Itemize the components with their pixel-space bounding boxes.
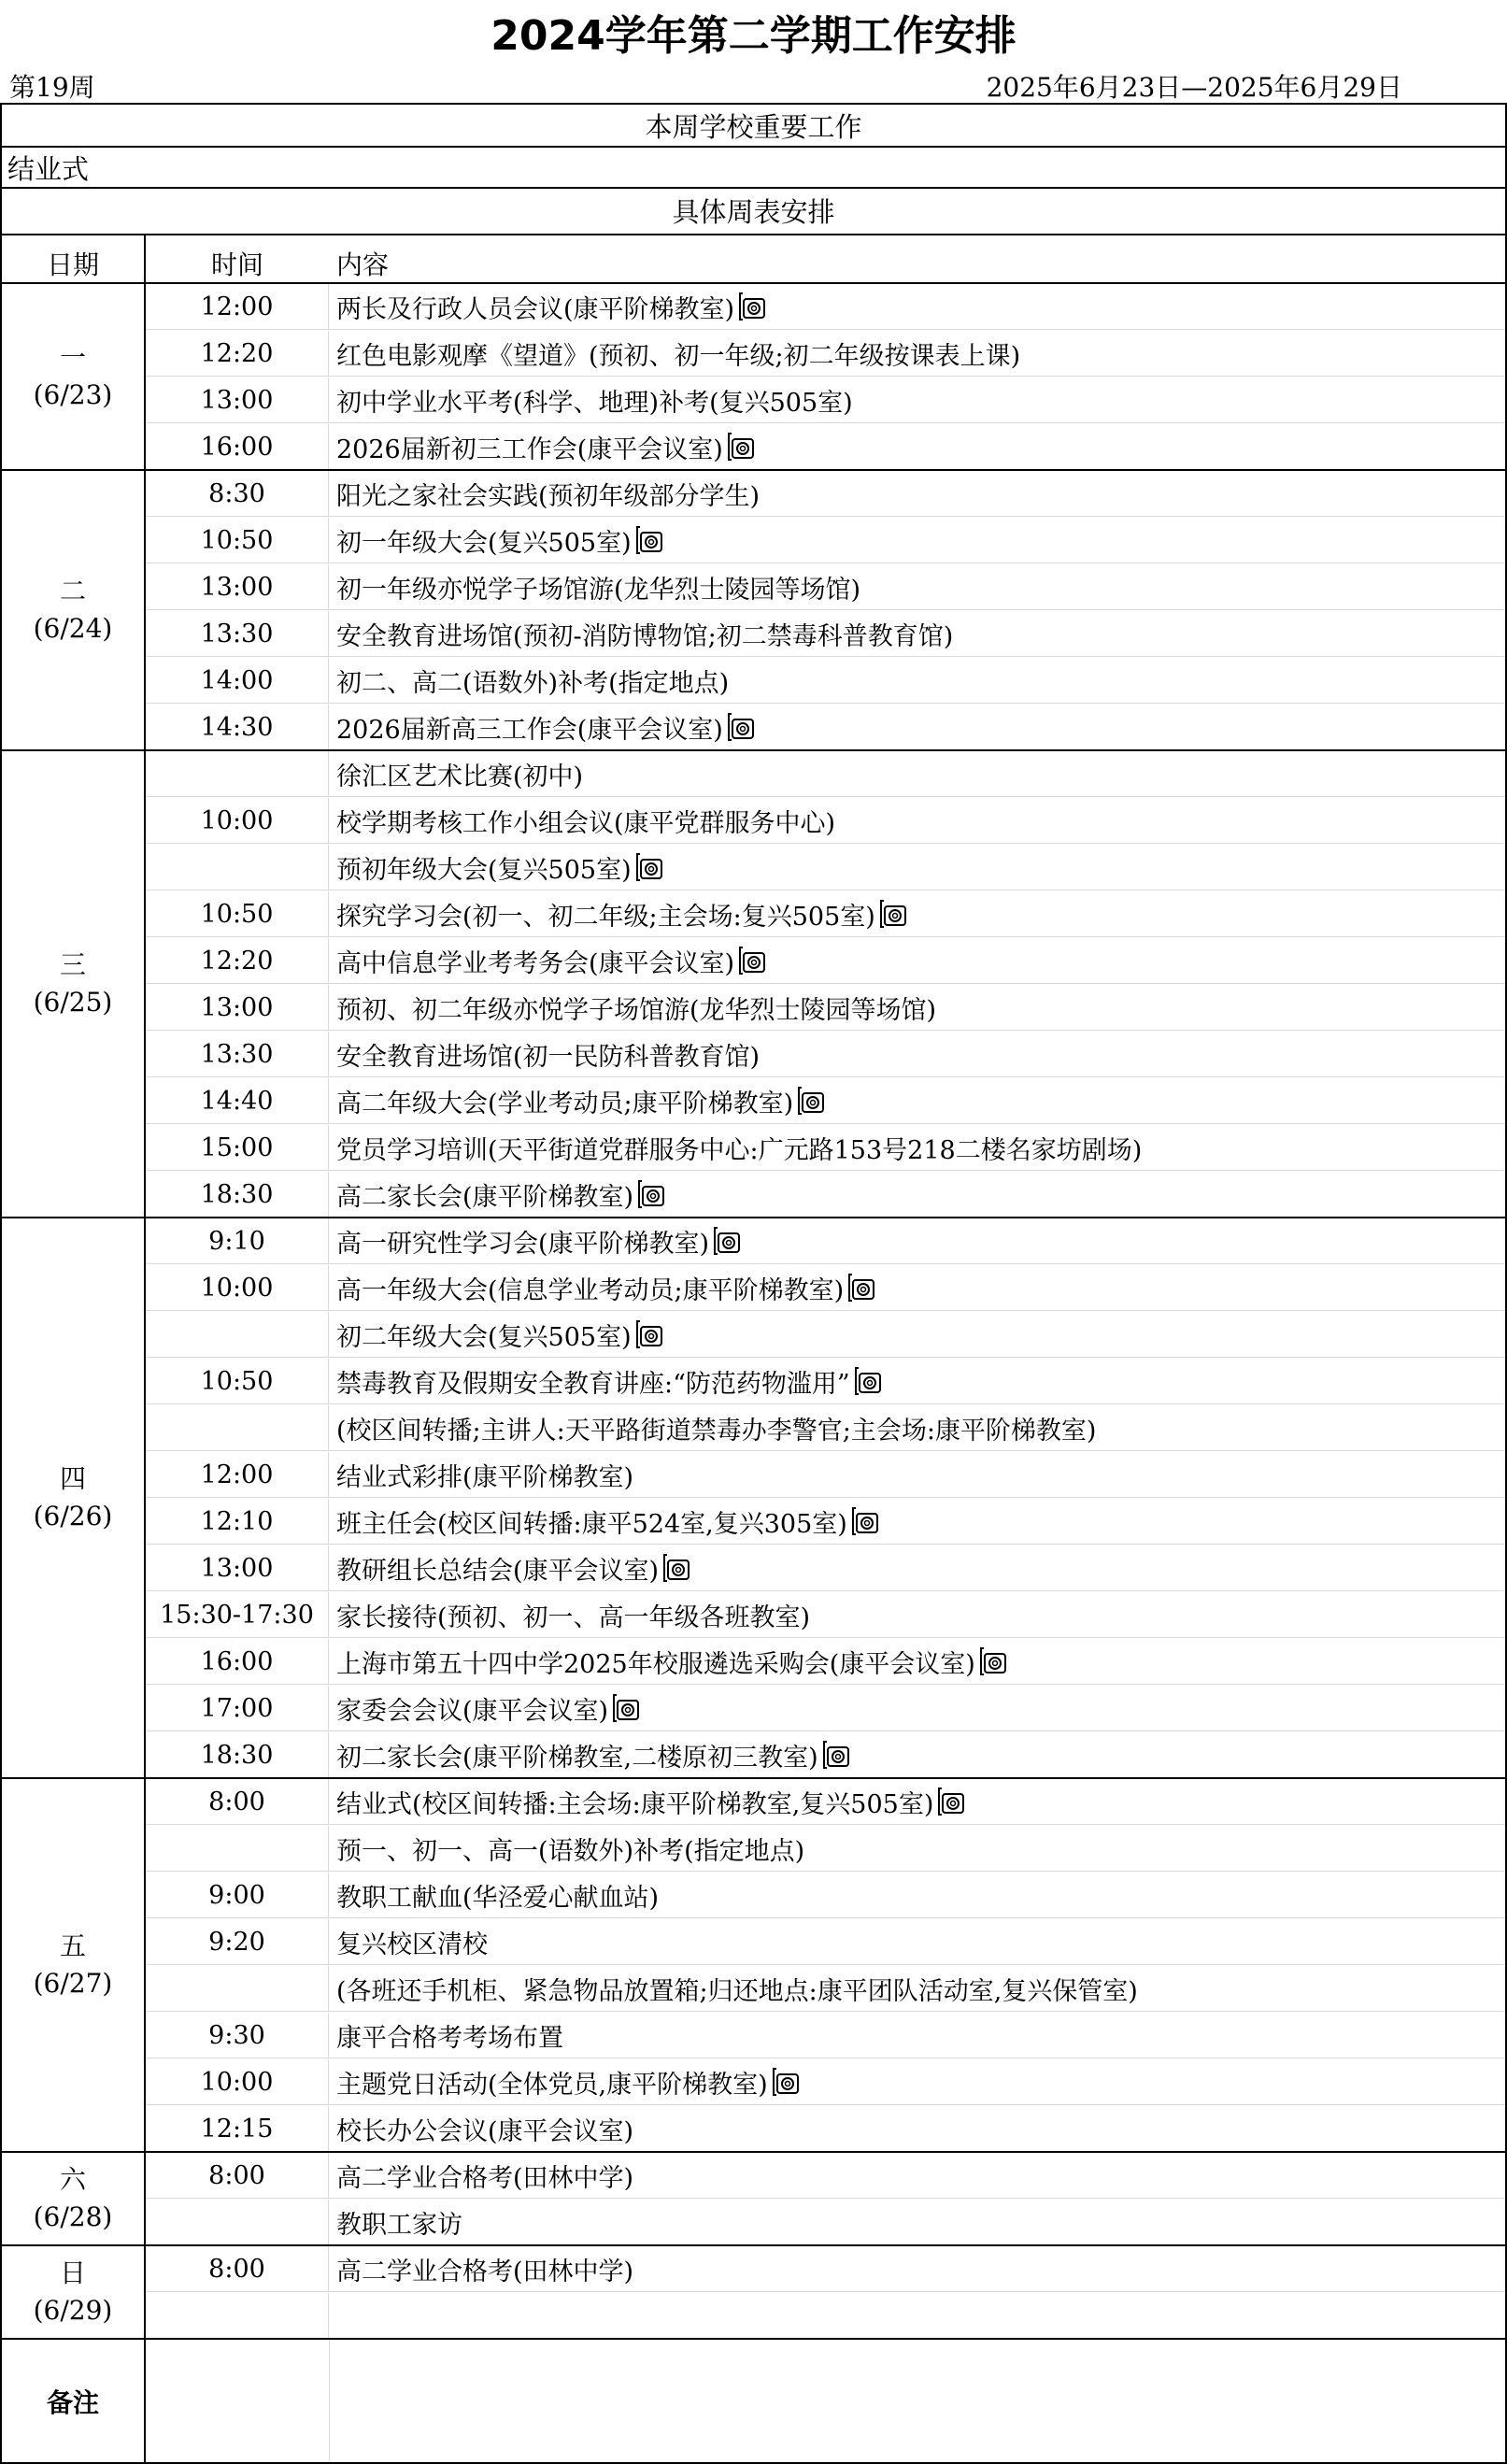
camera-icon bbox=[612, 1693, 640, 1723]
entry-time: 12:20 bbox=[146, 331, 329, 377]
entry-text: 教职工家访 bbox=[336, 2210, 462, 2240]
entry-text: (各班还手机柜、紧急物品放置箱;归还地点:康平团队活动室,复兴保管室) bbox=[336, 1976, 1138, 2006]
col-time: 时间 bbox=[211, 249, 264, 280]
entry-text: 结业式彩排(康平阶梯教室) bbox=[336, 1462, 634, 1492]
entry-text: 初一年级大会(复兴505室) bbox=[336, 528, 632, 558]
entry-time: 13:30 bbox=[146, 611, 329, 657]
camera-icon bbox=[797, 1086, 825, 1116]
camera-icon bbox=[738, 946, 766, 976]
day-block bbox=[0, 2244, 1507, 2338]
col-content: 内容 bbox=[336, 249, 390, 280]
entry-text: 初一年级亦悦学子场馆游(龙华烈士陵园等场馆) bbox=[336, 575, 861, 605]
entry-text: 班主任会(校区间转播:康平524室,复兴305室) bbox=[336, 1509, 847, 1539]
entry-content bbox=[329, 1312, 1507, 1358]
entry-time: 12:10 bbox=[146, 1499, 329, 1545]
entry-time: 10:50 bbox=[146, 1359, 329, 1404]
entry-text: 结业式(校区间转播:主会场:康平阶梯教室,复兴505室) bbox=[336, 1789, 934, 1819]
table-header bbox=[0, 234, 1507, 284]
schedule-row bbox=[146, 2059, 1507, 2106]
entry-content bbox=[329, 1545, 1507, 1591]
camera-icon bbox=[879, 899, 907, 929]
entry-text: 安全教育进场馆(预初-消防博物馆;初二禁毒科普教育馆) bbox=[336, 621, 954, 651]
entry-text: 高二年级大会(学业考动员;康平阶梯教室) bbox=[336, 1089, 794, 1118]
day-date: (6/24) bbox=[33, 613, 113, 644]
entry-text: 红色电影观摩《望道》(预初、初一年级;初二年级按课表上课) bbox=[336, 341, 1021, 371]
entry-time: 8:00 bbox=[146, 1779, 329, 1825]
entry-time: 10:00 bbox=[146, 798, 329, 844]
day-block bbox=[0, 1217, 1507, 1777]
entry-content bbox=[329, 1779, 1507, 1825]
entry-time: 14:30 bbox=[146, 705, 329, 750]
schedule-row bbox=[146, 1405, 1507, 1452]
entry-time: 16:00 bbox=[146, 424, 329, 470]
entry-content bbox=[329, 1686, 1507, 1731]
entry-content bbox=[329, 705, 1507, 750]
day-date: (6/26) bbox=[33, 1501, 113, 1531]
entry-content bbox=[329, 1966, 1507, 2012]
day-name: 三 bbox=[59, 949, 86, 980]
schedule-row bbox=[146, 798, 1507, 845]
day-label bbox=[0, 751, 146, 1217]
entry-content bbox=[329, 377, 1507, 423]
entry-text: 家长接待(预初、初一、高一年级各班教室) bbox=[336, 1602, 811, 1632]
schedule-row bbox=[146, 424, 1507, 471]
day-date: (6/28) bbox=[33, 2201, 113, 2232]
day-date: (6/29) bbox=[33, 2295, 113, 2326]
entry-content bbox=[329, 564, 1507, 610]
entry-content bbox=[329, 1452, 1507, 1498]
entry-text: 预初、初二年级亦悦学子场馆游(龙华烈士陵园等场馆) bbox=[336, 995, 937, 1025]
day-name: 六 bbox=[59, 2164, 86, 2195]
schedule-row bbox=[146, 1452, 1507, 1499]
entry-content bbox=[329, 1405, 1507, 1451]
schedule-row bbox=[146, 377, 1507, 424]
day-name: 四 bbox=[59, 1463, 86, 1494]
entry-content bbox=[329, 2293, 1507, 2339]
entry-content bbox=[329, 611, 1507, 657]
entry-content bbox=[329, 331, 1507, 377]
entry-content bbox=[329, 1639, 1507, 1685]
camera-icon bbox=[713, 1226, 741, 1256]
entry-time: 12:00 bbox=[146, 1452, 329, 1498]
entry-time: 13:00 bbox=[146, 564, 329, 610]
entry-text: 初中学业水平考(科学、地理)补考(复兴505室) bbox=[336, 388, 853, 418]
entry-text: 高一年级大会(信息学业考动员;康平阶梯教室) bbox=[336, 1275, 845, 1305]
schedule-row bbox=[146, 1032, 1507, 1078]
entry-time: 10:50 bbox=[146, 891, 329, 937]
entry-text: 党员学习培训(天平街道党群服务中心:广元路153号218二楼名家坊剧场) bbox=[336, 1135, 1143, 1165]
schedule-row bbox=[146, 518, 1507, 564]
remarks-label: 备注 bbox=[46, 2386, 99, 2418]
border-left bbox=[0, 103, 2, 2464]
entry-content bbox=[329, 424, 1507, 470]
entry-time: 15:00 bbox=[146, 1125, 329, 1171]
entry-content bbox=[329, 845, 1507, 890]
schedule-row bbox=[146, 705, 1507, 751]
entry-time: 18:30 bbox=[146, 1172, 329, 1218]
camera-icon bbox=[727, 432, 755, 462]
schedule-row bbox=[146, 2013, 1507, 2059]
schedule-row bbox=[146, 1172, 1507, 1218]
entry-text: 高二学业合格考(田林中学) bbox=[336, 2257, 634, 2286]
entry-text: 阳光之家社会实践(预初年级部分学生) bbox=[336, 481, 761, 511]
entry-content bbox=[329, 1032, 1507, 1077]
entry-content bbox=[329, 2106, 1507, 2152]
important-header: 本周学校重要工作 bbox=[645, 110, 862, 143]
entry-time: 12:00 bbox=[146, 284, 329, 330]
schedule-row bbox=[146, 2293, 1507, 2340]
entry-text: 探究学习会(初一、初二年级;主会场:复兴505室) bbox=[336, 902, 875, 932]
camera-icon bbox=[635, 1319, 663, 1349]
entry-text: 预一、初一、高一(语数外)补考(指定地点) bbox=[336, 1836, 805, 1866]
week-number: 第19周 bbox=[9, 72, 95, 103]
camera-icon bbox=[847, 1273, 875, 1303]
entry-time: 14:40 bbox=[146, 1078, 329, 1124]
entry-time: 15:30-17:30 bbox=[146, 1592, 329, 1638]
entry-time bbox=[146, 2293, 329, 2339]
day-date: (6/27) bbox=[33, 1968, 113, 1999]
entry-content bbox=[329, 2059, 1507, 2105]
entry-content bbox=[329, 891, 1507, 937]
schedule-row bbox=[146, 1078, 1507, 1125]
entry-time bbox=[146, 1405, 329, 1451]
camera-icon bbox=[637, 1179, 665, 1209]
schedule-row bbox=[146, 1919, 1507, 1966]
entry-content bbox=[329, 1172, 1507, 1218]
entry-content bbox=[329, 1592, 1507, 1638]
entry-time: 9:00 bbox=[146, 1873, 329, 1918]
entry-content bbox=[329, 1359, 1507, 1404]
entry-text: 禁毒教育及假期安全教育讲座:“防范药物滥用” bbox=[336, 1369, 850, 1399]
remarks-row bbox=[0, 2338, 1507, 2464]
schedule-row bbox=[146, 658, 1507, 705]
entry-text: 初二家长会(康平阶梯教室,二楼原初三教室) bbox=[336, 1743, 818, 1773]
page-title: 2024学年第二学期工作安排 bbox=[490, 12, 1017, 60]
entry-content bbox=[329, 1826, 1507, 1872]
camera-icon bbox=[979, 1646, 1007, 1676]
entry-time bbox=[146, 751, 329, 797]
entry-content bbox=[329, 284, 1507, 330]
entry-text: 徐汇区艺术比赛(初中) bbox=[336, 762, 584, 791]
camera-icon bbox=[822, 1740, 850, 1770]
entry-time: 10:00 bbox=[146, 1265, 329, 1311]
schedule-row bbox=[146, 751, 1507, 798]
schedule-row bbox=[146, 331, 1507, 377]
entry-text: 高中信息学业考考务会(康平会议室) bbox=[336, 948, 735, 978]
camera-icon bbox=[854, 1366, 882, 1396]
entry-time: 9:10 bbox=[146, 1218, 329, 1264]
entry-time: 16:00 bbox=[146, 1639, 329, 1685]
camera-icon bbox=[662, 1553, 690, 1583]
entry-text: 校学期考核工作小组会议(康平党群服务中心) bbox=[336, 808, 836, 838]
schedule-row bbox=[146, 284, 1507, 331]
schedule-row bbox=[146, 1265, 1507, 1312]
schedule-row bbox=[146, 1686, 1507, 1732]
camera-icon bbox=[851, 1506, 879, 1536]
entry-time: 8:30 bbox=[146, 471, 329, 517]
schedule-row bbox=[146, 938, 1507, 985]
entry-text: 复兴校区清校 bbox=[336, 1930, 488, 1959]
entry-time: 10:00 bbox=[146, 2059, 329, 2105]
day-name: 日 bbox=[59, 2257, 86, 2288]
schedule-row bbox=[146, 611, 1507, 658]
schedule-row bbox=[146, 891, 1507, 938]
col-day: 日期 bbox=[47, 249, 100, 280]
entry-time: 8:00 bbox=[146, 2153, 329, 2199]
day-name: 五 bbox=[59, 1930, 86, 1961]
entry-time: 18:30 bbox=[146, 1732, 329, 1778]
entry-time: 9:30 bbox=[146, 2013, 329, 2058]
day-label bbox=[0, 2153, 146, 2244]
day-label bbox=[0, 284, 146, 469]
camera-icon bbox=[635, 852, 663, 882]
schedule-row bbox=[146, 2106, 1507, 2153]
entry-text: 初二年级大会(复兴505室) bbox=[336, 1322, 632, 1352]
date-range: 2025年6月23日—2025年6月29日 bbox=[986, 72, 1402, 103]
entry-text: 家委会会议(康平会议室) bbox=[336, 1696, 609, 1726]
entry-time: 13:00 bbox=[146, 985, 329, 1031]
day-date: (6/25) bbox=[33, 987, 113, 1018]
entry-content bbox=[329, 1265, 1507, 1311]
entry-content bbox=[329, 751, 1507, 797]
entry-content bbox=[329, 1732, 1507, 1778]
entry-text: 教研组长总结会(康平会议室) bbox=[336, 1556, 660, 1586]
entry-content bbox=[329, 1873, 1507, 1918]
camera-icon bbox=[937, 1787, 965, 1816]
entry-text: 高二家长会(康平阶梯教室) bbox=[336, 1182, 634, 1212]
entry-time bbox=[146, 1826, 329, 1872]
entry-content bbox=[329, 985, 1507, 1031]
entry-text: 校长办公会议(康平会议室) bbox=[336, 2116, 634, 2146]
entry-content bbox=[329, 471, 1507, 517]
entry-time: 13:00 bbox=[146, 1545, 329, 1591]
day-label bbox=[0, 1218, 146, 1777]
schedule-row bbox=[146, 1125, 1507, 1172]
entry-time: 10:50 bbox=[146, 518, 329, 563]
entry-content bbox=[329, 1078, 1507, 1124]
entry-time: 8:00 bbox=[146, 2246, 329, 2292]
entry-content bbox=[329, 1499, 1507, 1545]
schedule-row bbox=[146, 1592, 1507, 1639]
day-name: 二 bbox=[59, 576, 86, 606]
entry-content bbox=[329, 1125, 1507, 1171]
schedule-row bbox=[146, 1218, 1507, 1265]
entry-text: 高一研究性学习会(康平阶梯教室) bbox=[336, 1229, 710, 1259]
entry-time: 9:20 bbox=[146, 1919, 329, 1965]
day-block bbox=[0, 282, 1507, 469]
schedule-row bbox=[146, 471, 1507, 518]
schedule-row bbox=[146, 2246, 1507, 2293]
schedule-row bbox=[146, 1639, 1507, 1686]
entry-time bbox=[146, 2200, 329, 2245]
schedule-row bbox=[146, 1732, 1507, 1779]
entry-content bbox=[329, 2200, 1507, 2245]
entry-time: 13:30 bbox=[146, 1032, 329, 1077]
day-column-rule bbox=[144, 234, 146, 2464]
entry-time: 12:15 bbox=[146, 2106, 329, 2152]
schedule-row bbox=[146, 1499, 1507, 1545]
day-date: (6/23) bbox=[33, 379, 113, 410]
day-name: 一 bbox=[59, 342, 86, 373]
schedule-row bbox=[146, 985, 1507, 1032]
schedule-row bbox=[146, 1826, 1507, 1873]
schedule-row bbox=[146, 1359, 1507, 1405]
day-label bbox=[0, 471, 146, 749]
entry-text: 上海市第五十四中学2025年校服遴选采购会(康平会议室) bbox=[336, 1649, 975, 1679]
entry-content bbox=[329, 2153, 1507, 2199]
entry-content bbox=[329, 798, 1507, 844]
entry-content bbox=[329, 938, 1507, 984]
entry-text: 高二学业合格考(田林中学) bbox=[336, 2163, 634, 2193]
important-work: 结业式 bbox=[7, 152, 90, 185]
entry-time bbox=[146, 1312, 329, 1358]
entry-content bbox=[329, 1919, 1507, 1965]
entry-text: 2026届新初三工作会(康平会议室) bbox=[336, 434, 723, 464]
entry-content bbox=[329, 2013, 1507, 2058]
entry-text: 康平合格考考场布置 bbox=[336, 2023, 563, 2053]
entry-text: 预初年级大会(复兴505室) bbox=[336, 855, 632, 885]
entry-text: 教职工献血(华泾爱心献血站) bbox=[336, 1883, 660, 1913]
schedule-row bbox=[146, 1312, 1507, 1359]
entry-content bbox=[329, 658, 1507, 704]
entry-text: (校区间转播;主讲人:天平路街道禁毒办李警官;主会场:康平阶梯教室) bbox=[336, 1416, 1097, 1446]
day-block bbox=[0, 749, 1507, 1217]
entry-time: 13:00 bbox=[146, 377, 329, 423]
schedule-row bbox=[146, 1545, 1507, 1592]
schedule-row bbox=[146, 1779, 1507, 1826]
entry-time: 17:00 bbox=[146, 1686, 329, 1731]
entry-text: 主题党日活动(全体党员,康平阶梯教室) bbox=[336, 2070, 768, 2100]
camera-icon bbox=[727, 712, 755, 742]
camera-icon bbox=[772, 2067, 800, 2097]
entry-content bbox=[329, 1218, 1507, 1264]
day-label bbox=[0, 1779, 146, 2151]
schedule-row bbox=[146, 2153, 1507, 2200]
entry-time: 12:20 bbox=[146, 938, 329, 984]
entry-text: 2026届新高三工作会(康平会议室) bbox=[336, 715, 723, 745]
day-label bbox=[0, 2246, 146, 2338]
camera-icon bbox=[635, 525, 663, 555]
entry-content bbox=[329, 2246, 1507, 2292]
day-block bbox=[0, 469, 1507, 749]
day-block bbox=[0, 1777, 1507, 2151]
day-block bbox=[0, 2151, 1507, 2244]
entry-time: 14:00 bbox=[146, 658, 329, 704]
camera-icon bbox=[738, 292, 766, 321]
entry-time bbox=[146, 1966, 329, 2012]
schedule-header: 具体周表安排 bbox=[672, 195, 835, 228]
remarks-rule bbox=[329, 2340, 330, 2462]
entry-content bbox=[329, 518, 1507, 563]
schedule-row bbox=[146, 2200, 1507, 2246]
entry-text: 安全教育进场馆(初一民防科普教育馆) bbox=[336, 1042, 761, 1072]
schedule-row bbox=[146, 1966, 1507, 2013]
schedule-row bbox=[146, 564, 1507, 611]
schedule-row bbox=[146, 845, 1507, 891]
entry-time bbox=[146, 845, 329, 890]
schedule-row bbox=[146, 1873, 1507, 1919]
entry-text: 两长及行政人员会议(康平阶梯教室) bbox=[336, 294, 735, 324]
entry-text: 初二、高二(语数外)补考(指定地点) bbox=[336, 668, 730, 698]
